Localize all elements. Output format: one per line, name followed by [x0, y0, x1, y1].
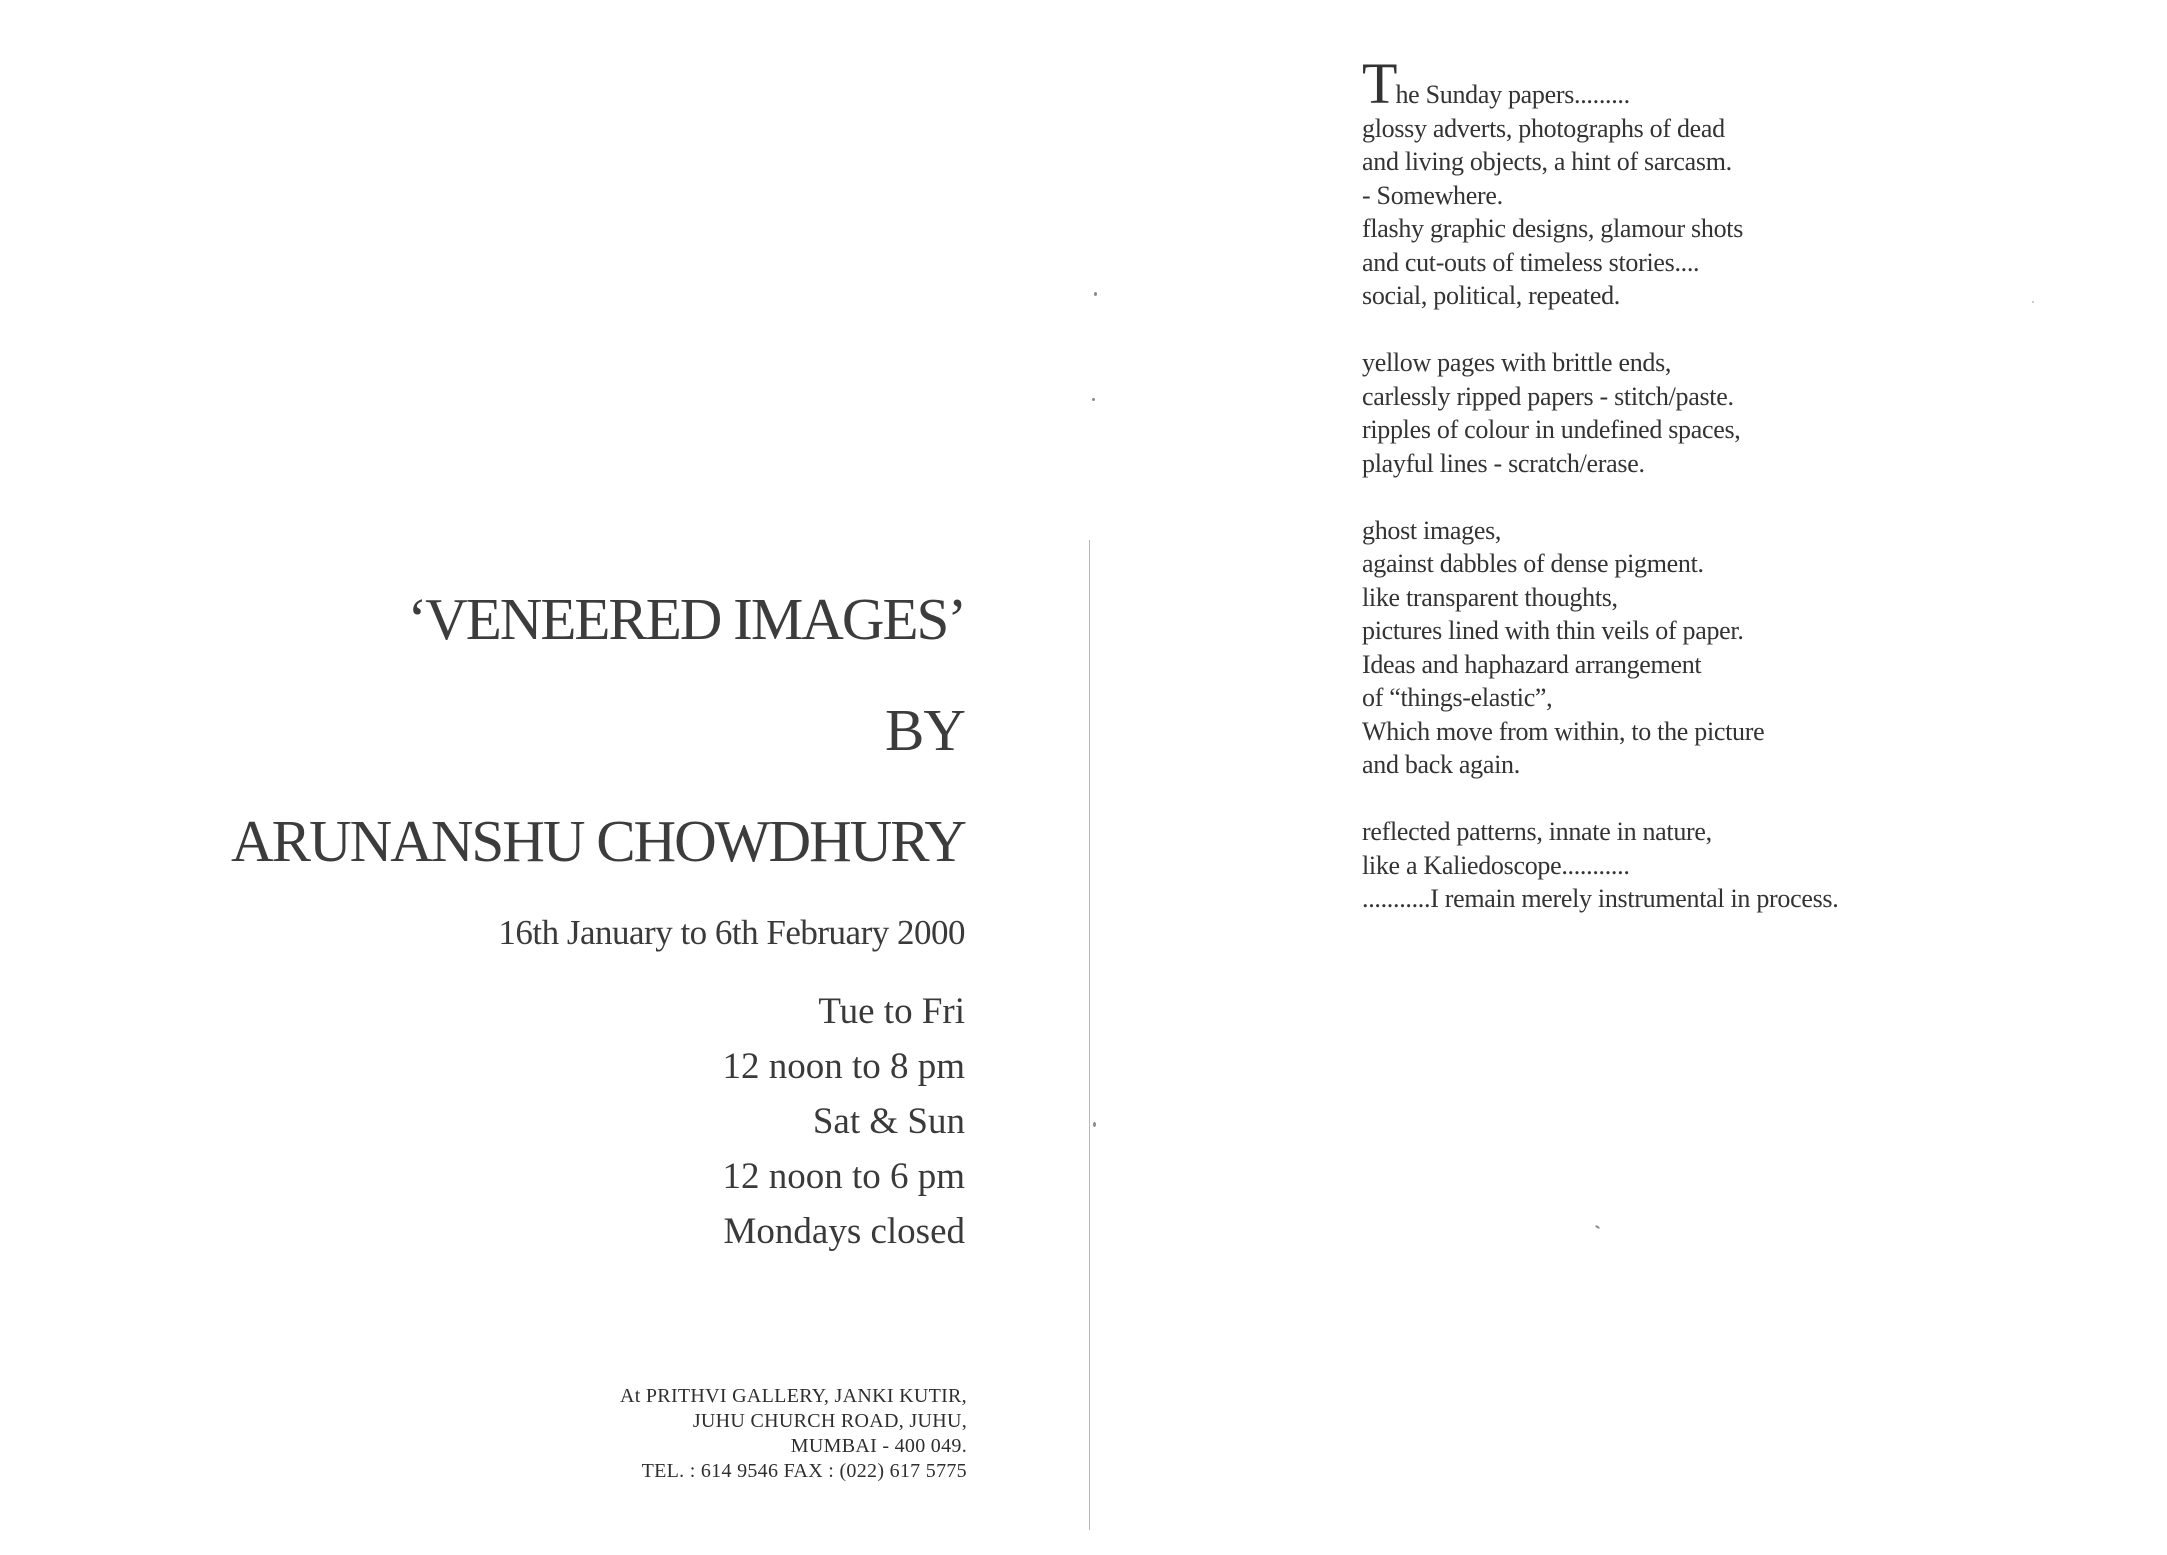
exhibition-title: ‘VENEERED IMAGES’	[407, 586, 965, 652]
poem-line: like transparent thoughts,	[1362, 582, 1618, 612]
poem-line: - Somewhere.	[1362, 180, 1503, 210]
poem-line: Which move from within, to the picture	[1362, 716, 1765, 746]
by-label: BY	[885, 697, 965, 763]
artist-name: ARUNANSHU CHOWDHURY	[231, 808, 965, 874]
poem-line: and living objects, a hint of sarcasm.	[1362, 147, 1732, 176]
artist-statement-poem	[1362, 51, 2082, 949]
poem-line: and back again.	[1362, 750, 1520, 779]
poem-line	[1362, 51, 2082, 116]
right-page	[1092, 0, 2167, 1555]
opening-hours	[231, 984, 965, 1259]
hours-line: Tue to Fri	[818, 991, 965, 1032]
poem-line: playful lines - scratch/erase.	[1362, 448, 1645, 478]
hours-line: 12 noon to 8 pm	[722, 1046, 965, 1087]
poem-stanza	[1362, 815, 2082, 916]
address-line: MUMBAI - 400 049.	[790, 1435, 967, 1457]
poem-line: glossy adverts, photographs of dead	[1362, 113, 1725, 143]
poem-line-text: he Sunday papers.........	[1395, 80, 1630, 109]
poem-line: of “things-elastic”,	[1362, 683, 1553, 712]
poem-line: pictures lined with thin veils of paper.	[1362, 616, 1744, 645]
hours-line: Mondays closed	[723, 1211, 965, 1252]
address-line: JUHU CHURCH ROAD, JUHU,	[692, 1410, 967, 1432]
gallery-address	[620, 1384, 967, 1484]
poem-stanza	[1362, 346, 2082, 480]
poem-line: social, political, repeated.	[1362, 281, 1620, 310]
poem-stanza	[1362, 51, 2082, 313]
address-line: At PRITHVI GALLERY, JANKI KUTIR,	[619, 1385, 967, 1407]
exhibition-info	[231, 586, 965, 1259]
poem-line: yellow pages with brittle ends,	[1362, 348, 1672, 377]
poem-line: ghost images,	[1362, 515, 1502, 545]
poem-line: against dabbles of dense pigment.	[1362, 549, 1704, 578]
exhibition-dates: 16th January to 6th February 2000	[498, 913, 965, 952]
paper-speck	[1595, 1225, 1600, 1230]
poem-line: Ideas and haphazard arrangement	[1362, 649, 1702, 679]
poem-line: ripples of colour in undefined spaces,	[1362, 415, 1741, 444]
hours-line: Sat & Sun	[812, 1101, 965, 1142]
poem-line: reflected patterns, innate in nature,	[1362, 817, 1712, 846]
poem-line: flashy graphic designs, glamour shots	[1362, 214, 1744, 243]
poem-line: and cut-outs of timeless stories....	[1362, 247, 1700, 277]
poem-line: like a Kaliedoscope...........	[1362, 850, 1630, 880]
address-line: TEL. : 614 9546 FAX : (022) 617 5775	[641, 1460, 967, 1482]
paper-speck	[2032, 301, 2034, 303]
drop-cap: T	[1362, 51, 1396, 116]
page-fold-divider	[1089, 540, 1090, 1530]
poem-line: carlessly ripped papers - stitch/paste.	[1362, 381, 1734, 411]
poem-line: ...........I remain merely instrumental in process.	[1362, 884, 1839, 913]
poem-stanza	[1362, 514, 2082, 782]
hours-line: 12 noon to 6 pm	[722, 1156, 965, 1197]
